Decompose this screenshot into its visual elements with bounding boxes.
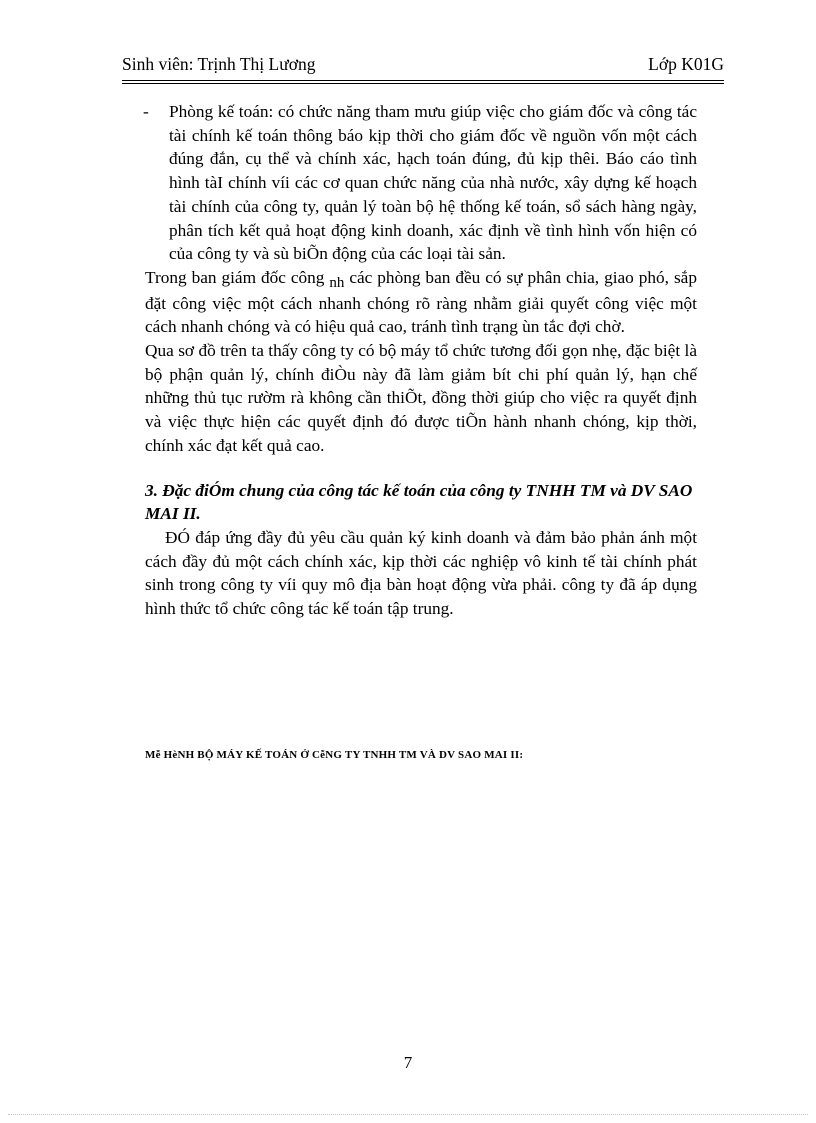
student-name: Sinh viên: Trịnh Thị Lương — [122, 54, 316, 74]
paragraph-management-end: các phòng ban đều có sự phân chia, giao phó, sắp đặt công việc một cách nhanh chóng rõ ràng nhằm giải quyết công việc một cách nhanh chóng và có hiệu quả cao, tránh tình trạng ùn tắc đợi chờ. — [145, 267, 697, 337]
page-header — [122, 52, 724, 84]
bullet-accounting-dept — [145, 100, 697, 266]
class-code: Lớp K01G — [648, 54, 724, 74]
diagram-title: Mễ HèNH BỘ MÁY KẾ TOÁN Ở CễNG TY TNHH TM VÀ DV SAO MAI II: — [145, 749, 524, 761]
document-body — [145, 100, 697, 621]
bullet-text: Phòng kế toán: có chức năng tham mưu giúp việc cho giám đốc và công tác tài chính kế toán thông báo kịp thời cho giám đốc về nguồn vốn một cách đúng đắn, cụ thể và chính xác, hạch toán đúng, đủ kịp thêi. Báo cáo tình hình tàI chính víi các cơ quan chức năng của nhà nước, xây dựng kế hoạch tài chính của công ty, quản lý toàn bộ hệ thống kế toán, sổ sách hàng ngày, phân tích kết quả hoạt động kinh doanh, xác định về tình hình vốn hiện có của công ty và sù biÕn động của các loại tài sản. — [169, 102, 697, 264]
section-3-body: ĐÓ đáp ứng đầy đủ yêu cầu quản ký kinh doanh và đảm bảo phản ánh một cách đầy đủ một cách chính xác, kịp thời các nghiệp vô kinh tế tài chính phát sinh trong công ty víi quy mô địa bàn hoạt động vừa phải. công ty đã áp dụng hình thức tổ chức công tác kế toán tập trung. — [145, 527, 697, 619]
section-3-heading: 3. Đặc điÓm chung của công tác kế toán của công ty TNHH TM và DV SAO MAI II. — [145, 480, 693, 524]
page-bottom-divider — [8, 1114, 808, 1115]
paragraph-management-start: Trong ban giám đốc công — [145, 267, 325, 287]
paragraph-structure: Qua sơ đồ trên ta thấy công ty có bộ máy tổ chức tương đối gọn nhẹ, đặc biệt là bộ phận quản lý, chính điÒu này đã làm giảm bít chi phí quản lý, hạn chế những thủ tục rườm rà không cần thiÕt, đồng thời giúp cho việc ra quyết định và việc thực hiện các quyết định đó được tiÕn hành nhanh chóng, kịp thời, chính xác đạt kết quả cao. — [145, 341, 697, 455]
paragraph-management-fragment: nh — [329, 274, 345, 291]
bullet-mark: - — [143, 102, 149, 121]
page-number: 7 — [403, 1053, 413, 1072]
paragraph-management — [145, 266, 697, 339]
